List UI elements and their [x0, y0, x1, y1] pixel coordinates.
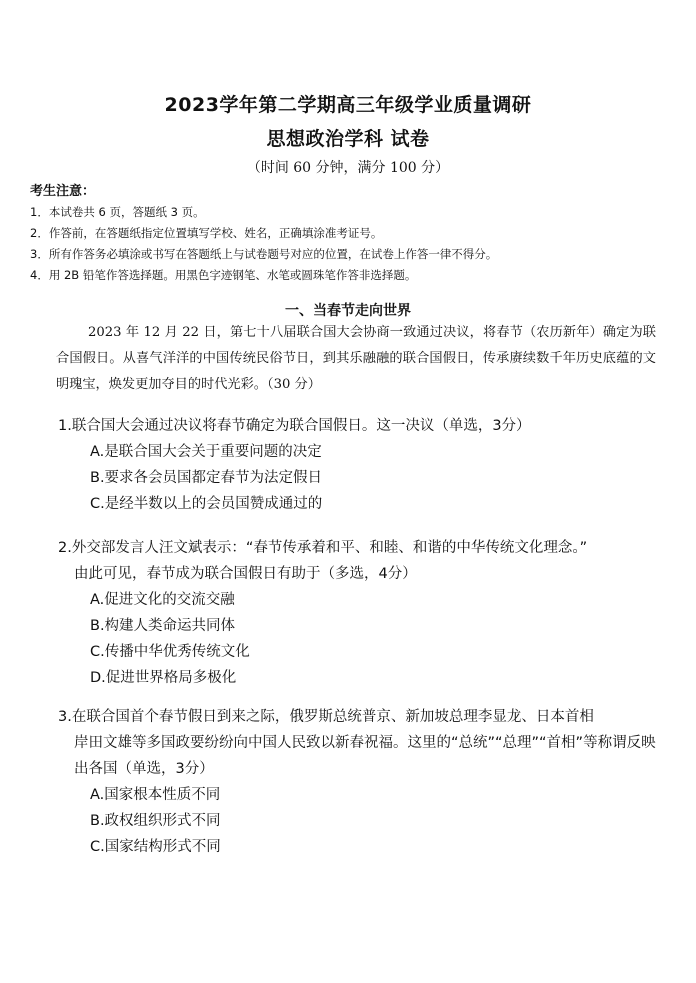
notice-item: 1．本试卷共 6 页，答题纸 3 页。: [30, 205, 205, 219]
section-intro: 2023 年 12 月 22 日，第七十八届联合国大会协商一致通过决议，将春节（农历新年）确定为联合国假日。从喜气洋洋的中国传统民俗节日，到其乐融融的联合国假日，传承赓续数千年历史底蕴的文明瑰宝，焕发更加夺目的时代光彩。（30 分）: [56, 325, 656, 392]
notice-list: [30, 202, 680, 286]
question-stem: 2.外交部发言人汪文斌表示：“春节传承着和平、和睦、和谐的中华传统文化理念。”: [58, 540, 588, 556]
question-stem: 3.在联合国首个春节假日到来之际，俄罗斯总统普京、新加坡总理李显龙、日本首相: [58, 709, 594, 725]
exam-time-note: （时间 60 分钟，满分 100 分）: [246, 160, 450, 176]
question-option: A.国家根本性质不同: [90, 787, 221, 803]
notice-item: 4．用 2B 铅笔作答选择题。用黑色字迹钢笔、水笔或圆珠笔作答非选择题。: [30, 268, 417, 282]
question-option: B.政权组织形式不同: [90, 813, 221, 829]
question-option: B.要求各会员国都定春节为法定假日: [90, 470, 323, 486]
notice-heading: 考生注意：: [30, 184, 96, 199]
question-1: [58, 413, 670, 517]
question-stem-continued: 由此可见，春节成为联合国假日有助于（多选，4分）: [74, 566, 417, 582]
section-title: 一、当春节走向世界: [285, 303, 411, 319]
question-stem-continued: 岸田文雄等多国政要纷纷向中国人民致以新春祝福。这里的“总统”“总理”“首相”等称谓反映出各国（单选，3分）: [74, 735, 656, 777]
question-3: [58, 704, 670, 860]
question-option: C.国家结构形式不同: [90, 839, 221, 855]
question-option: C.传播中华优秀传统文化: [90, 644, 250, 660]
question-option: C.是经半数以上的会员国赞成通过的: [90, 496, 323, 512]
notice-item: 2．作答前，在答题纸指定位置填写学校、姓名，正确填涂准考证号。: [30, 226, 383, 240]
question-option: A.促进文化的交流交融: [90, 592, 235, 608]
question-option: D.促进世界格局多极化: [90, 670, 237, 686]
notice-item: 3．所有作答务必填涂或书写在答题纸上与试卷题号对应的位置，在试卷上作答一律不得分。: [30, 247, 498, 261]
exam-subject: 思想政治学科 试卷: [266, 128, 430, 150]
exam-title: 2023学年第二学期高三年级学业质量调研: [164, 94, 532, 116]
question-option: A.是联合国大会关于重要问题的决定: [90, 444, 322, 460]
question-stem: 1.联合国大会通过决议将春节确定为联合国假日。这一决议（单选，3分）: [58, 418, 531, 434]
question-2: [58, 535, 670, 691]
question-option: B.构建人类命运共同体: [90, 618, 236, 634]
